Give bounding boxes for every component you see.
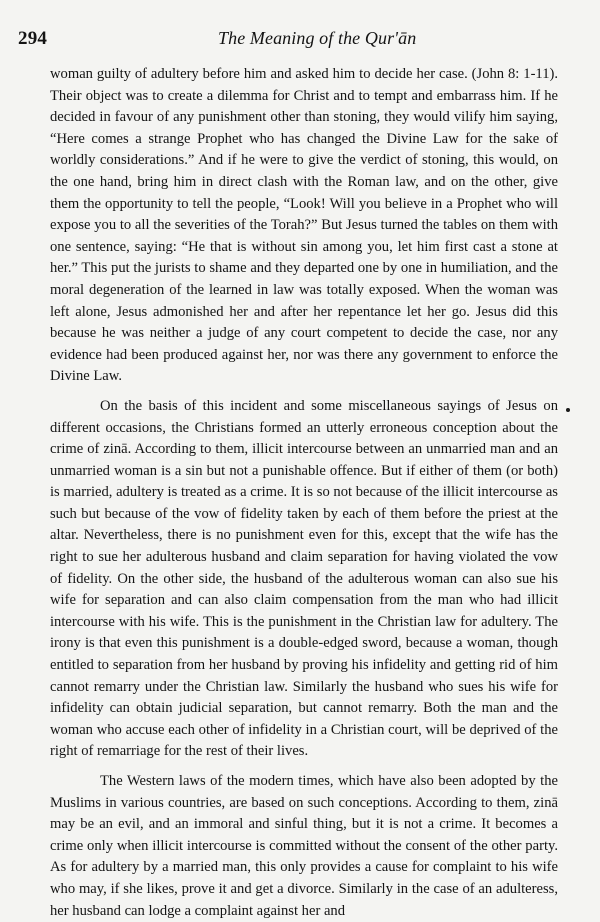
paragraph-2: On the basis of this incident and some miscellaneous sayings of Jesus on different occasions, the Christians formed an utterly erroneous conception about the crime of zinā. According to them, illicit intercourse between an unmarried man and an unmarried woman is a sin but not a punishable offence. But if either of them (or both) is married, adultery is treated as a crime. It is so not because of the illicit intercourse as such but because of the vow of fidelity taken by each of them before the priest at the altar. Nevertheless, there is no punishment even for this, except that the wife has the right to sue her adulterous husband and claim separation for having violated the vow of fidelity. On the other side, the husband of the adulterous woman can also sue his wife for separation and can also claim compensation from the man who had illicit intercourse with his wife. This is the punishment in the Christian law for adultery. The irony is that even this punishment is a double-edged sword, because a woman, though entitled to separation from her husband by proving his infidelity and getting rid of him cannot remarry under the Christian law. Similarly the husband who sues his wife for infidelity can obtain judicial separation, but cannot remarry. Both the man and the woman who accuse each other of infidelity in a Christian court, will be deprived of the right of remarriage for the rest of their lives. [50, 397, 558, 760]
page-number: 294 [18, 28, 48, 49]
body-text [50, 64, 558, 922]
paragraph-3: The Western laws of the modern times, which have also been adopted by the Muslims in various countries, are based on such conceptions. According to them, zinā may be an evil, and an immoral and sinful thing, but it is not a crime. It becomes a crime only when illicit intercourse is committed without the consent of the other party. As for adultery by a married man, this only provides a cause for complaint to his wife who may, if she likes, prove it and get a divorce. Similarly in the case of an adulteress, her husband can lodge a complaint against her and [50, 773, 558, 919]
paragraph-1: woman guilty of adultery before him and asked him to decide her case. (John 8: 1-11). Their object was to create a dilemma for Christ and to tempt and embarrass him. If he decided in favour of any punishment other than stoning, they would vilify him saying, “Here comes a strange Prophet who has changed the Divine Law for the sake of worldly considerations.” And if he were to give the verdict of stoning, this would, on the one hand, bring him in direct clash with the Roman law, and on the other, give them the opportunity to tell the people, “Look! Will you believe in a Prophet who will expose you to all the severities of the Torah?” But Jesus turned the tables on them with one sentence, saying: “He that is without sin among you, let him first cast a stone at her.” This put the jurists to shame and they departed one by one in humiliation, and the moral degeneration of the learned in law was totally exposed. When the woman was left alone, Jesus admonished her and after her repentance let her go. Jesus did this because he was neither a judge of any court competent to decide the case, nor any evidence had been produced against her, nor was there any government to enforce the Divine Law. [50, 66, 558, 385]
running-title: The Meaning of the Qur'ān [218, 28, 417, 48]
page-header [18, 28, 560, 52]
stray-ink-mark [566, 408, 570, 412]
